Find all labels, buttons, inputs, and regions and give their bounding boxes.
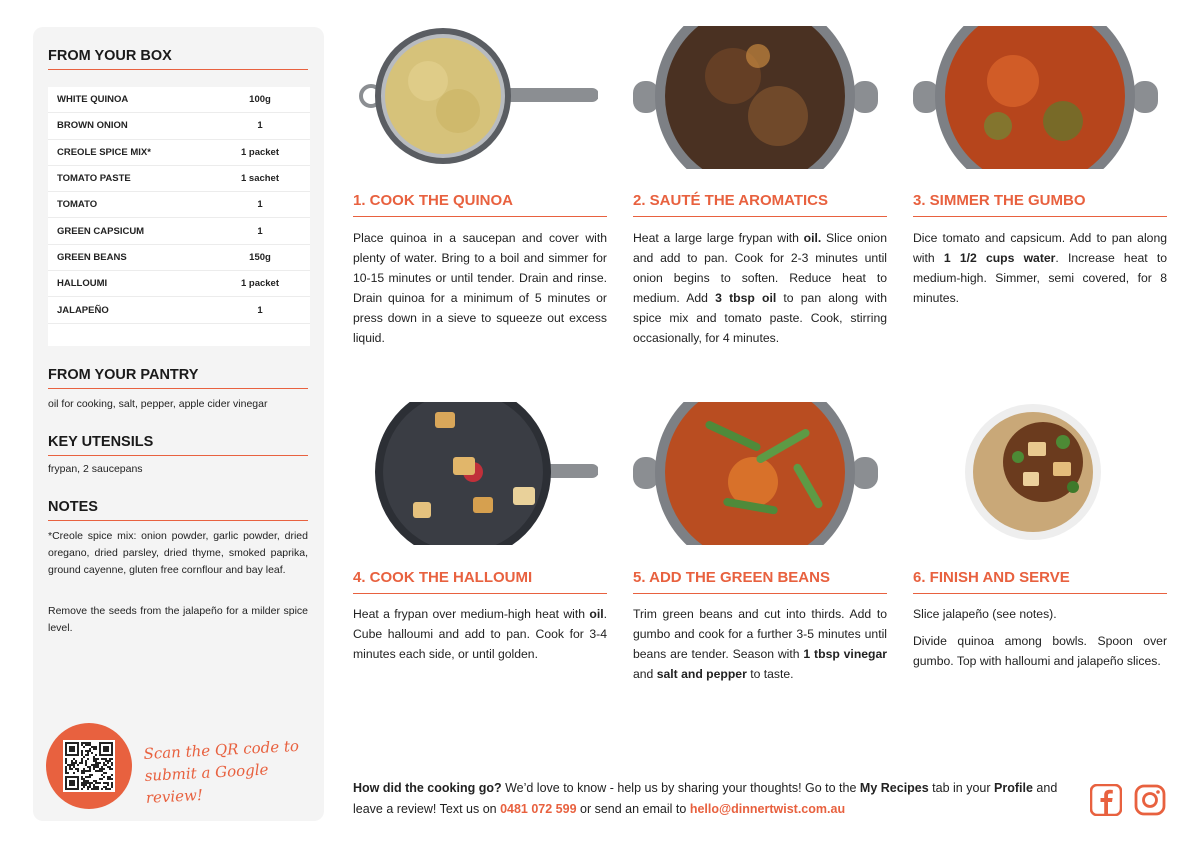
ingredient-row [48,218,310,244]
ingredient-quantity: 1 packet [240,146,280,158]
step-1-title: 1. COOK THE QUINOA [353,192,607,217]
from-your-box-table [48,87,310,346]
photo-cook-halloumi [353,402,598,545]
ingredient-row [48,113,310,139]
step-6-body [913,604,1167,671]
pantry-text: oil for cooking, salt, pepper, apple cider vinegar [48,398,268,410]
ingredient-row [48,192,310,218]
from-your-box-title: FROM YOUR BOX [48,48,308,70]
step-2-title: 2. SAUTÉ THE AROMATICS [633,192,887,217]
ingredient-name: CREOLE SPICE MIX* [57,146,151,158]
qr-caption: Scan the QR code to submit a Google review! [143,736,300,807]
ingredient-quantity: 1 [257,120,263,132]
photo-add-green-beans [633,402,878,545]
notes-paragraph-1: *Creole spice mix: onion powder, garlic powder, dried oregano, dried parsley, dried thyme, smoked paprika, ground cayenne, gluten free cornflour and bay leaf. [48,530,308,576]
step-paragraph: Heat a large large frypan with oil. Slice onion and add to pan. Cook for 2-3 minutes until onion begins to soften. Reduce heat to medium. Add 3 tbsp oil to pan along with spice mix and tomato paste. Cook, stirring occasionally, for 4 minutes. [633,231,887,345]
ingredient-name: HALLOUMI [57,278,108,290]
ingredient-quantity: 1 [257,304,263,316]
ingredient-row [48,166,310,192]
ingredient-row [48,140,310,166]
ingredient-quantity: 1 packet [240,278,280,290]
ingredient-name: TOMATO PASTE [57,173,131,185]
step-paragraph: Divide quinoa among bowls. Spoon over gumbo. Top with halloumi and jalapeño slices. [913,634,1167,668]
contact-link[interactable]: 0481 072 599 [500,802,577,816]
key-utensils-title: KEY UTENSILS [48,434,308,456]
qr-code[interactable] [63,740,115,792]
photo-cook-quinoa [353,26,598,169]
step-paragraph: Place quinoa in a saucepan and cover with plenty of water. Bring to a boil and simmer for 10-15 minutes or until tender. Drain and rinse. Drain quinoa for a minimum of 5 minutes or press down in a sieve to squeeze out excess liquid. [353,231,607,345]
ingredient-quantity: 1 [257,225,263,237]
notes-title: NOTES [48,499,308,521]
ingredient-name: GREEN BEANS [57,251,127,263]
step-1-body [353,228,607,348]
photo-finish-and-serve [913,402,1158,545]
instagram-icon[interactable] [1134,784,1166,816]
step-paragraph: Slice jalapeño (see notes). [913,607,1057,621]
contact-link[interactable]: hello@dinnertwist.com.au [689,802,846,816]
ingredient-quantity: 1 sachet [240,173,280,185]
ingredient-row [48,87,310,113]
step-5-body [633,604,887,684]
ingredient-row [48,245,310,271]
ingredients-sidebar [33,27,324,821]
ingredient-row [48,297,310,323]
step-5-title: 5. ADD THE GREEN BEANS [633,569,887,594]
ingredient-name: JALAPEÑO [57,304,109,316]
ingredient-name: WHITE QUINOA [57,94,129,106]
ingredient-quantity: 150g [249,251,271,263]
step-3-body [913,228,1167,308]
step-2-body [633,228,887,348]
step-4-body [353,604,607,664]
step-paragraph: Heat a frypan over medium-high heat with oil. Cube halloumi and add to pan. Cook for 3-4 minutes each side, or until golden. [353,607,607,661]
ingredient-row [48,271,310,297]
step-paragraph: Trim green beans and cut into thirds. Add to gumbo and cook for a further 3-5 minutes until beans are tender. Season with 1 tbsp vinegar and salt and pepper to taste. [633,607,888,681]
facebook-icon[interactable] [1090,784,1122,816]
ingredient-name: GREEN CAPSICUM [57,225,145,237]
utensils-text: frypan, 2 saucepans [48,463,143,475]
qr-badge [46,723,132,809]
from-your-pantry-title: FROM YOUR PANTRY [48,367,308,389]
photo-saute-aromatics [633,26,878,169]
review-footer: How did the cooking go? We’d love to know - help us by sharing your thoughts! Go to the My Recipes tab in your Profile and leave a review! Text us on 0481 072 599 or send an email to hello@dinnertwist.com.au [353,781,1058,816]
ingredient-name: TOMATO [57,199,98,211]
ingredient-quantity: 100g [249,94,271,106]
step-paragraph: Dice tomato and capsicum. Add to pan along with 1 1/2 cups water. Increase heat to medium-high. Simmer, semi covered, for 8 minutes. [913,231,1167,305]
ingredient-quantity: 1 [257,199,263,211]
step-6-title: 6. FINISH AND SERVE [913,569,1167,594]
notes-paragraph-2: Remove the seeds from the jalapeño for a milder spice level. [48,605,308,634]
step-3-title: 3. SIMMER THE GUMBO [913,192,1167,217]
step-4-title: 4. COOK THE HALLOUMI [353,569,607,594]
ingredient-name: BROWN ONION [57,120,128,132]
photo-simmer-gumbo [913,26,1158,169]
